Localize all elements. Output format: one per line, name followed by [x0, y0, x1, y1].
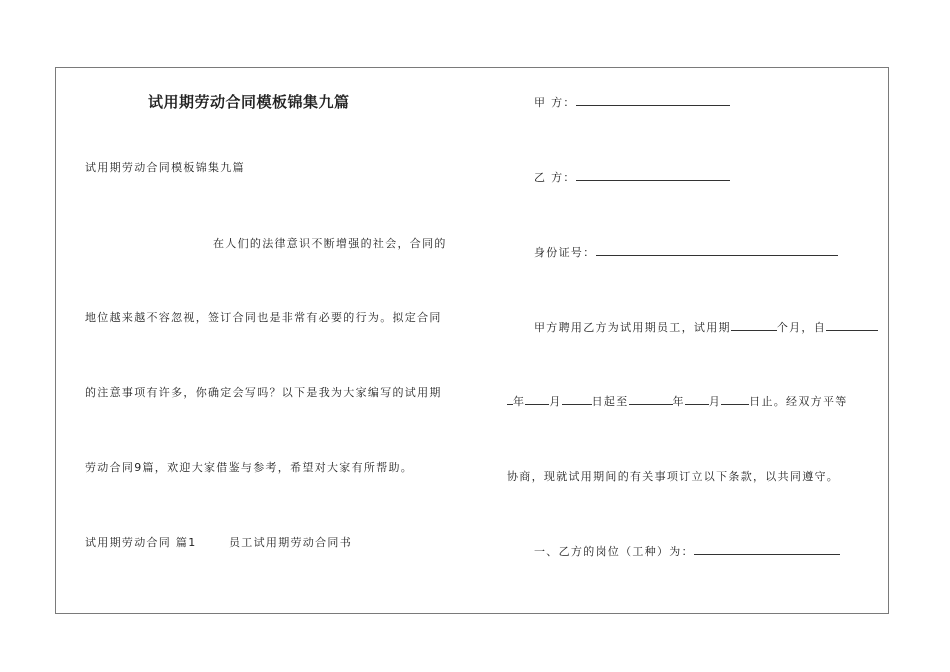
- end-year-blank: [629, 393, 673, 405]
- position-label: 一、乙方的岗位（工种）为：: [534, 545, 694, 558]
- year-label-2: 年: [672, 395, 685, 408]
- section-heading: 试用期劳动合同 篇1: [85, 536, 197, 549]
- id-number-label: 身份证号：: [534, 246, 596, 259]
- page-frame: [55, 67, 889, 614]
- months-blank: [731, 319, 777, 331]
- clause-1-text-a: 甲方聘用乙方为试用期员工，试用期: [534, 321, 731, 334]
- clause-1-line-3: 协商，现就试用期间的有关事项订立以下条款，以共同遵守。: [507, 470, 840, 483]
- id-number-field: [534, 244, 838, 260]
- position-blank: [694, 543, 840, 555]
- year-label-1: 年: [513, 395, 526, 408]
- id-number-blank: [596, 244, 838, 256]
- document-subtitle: 试用期劳动合同模板锦集九篇: [85, 161, 245, 174]
- clause-1-line-2: [507, 393, 848, 409]
- party-b-field: [534, 169, 730, 185]
- party-a-blank: [576, 94, 730, 106]
- start-year-blank: [826, 319, 878, 331]
- month-label-2: 月: [708, 395, 722, 408]
- party-a-field: [534, 94, 730, 110]
- intro-line-1: 在人们的法律意识不断增强的社会，合同的: [213, 237, 447, 250]
- document-title: 试用期劳动合同模板锦集九篇: [148, 93, 350, 111]
- clause-1-line-1: [534, 319, 878, 335]
- day-to-label: 日起至: [591, 395, 629, 408]
- section-subheading: 员工试用期劳动合同书: [229, 536, 352, 549]
- start-day-blank: [562, 393, 592, 405]
- intro-line-3: 的注意事项有许多，你确定会写吗？以下是我为大家编写的试用期: [85, 386, 442, 399]
- position-field: [534, 543, 840, 559]
- clause-1-text-b: 个月，自: [776, 321, 827, 334]
- clause-1-tail: 日止。经双方平等: [749, 395, 848, 408]
- party-a-label: 甲 方：: [534, 96, 576, 109]
- end-day-blank: [721, 393, 749, 405]
- end-month-blank: [685, 393, 709, 405]
- intro-line-4: 劳动合同9篇，欢迎大家借鉴与参考，希望对大家有所帮助。: [85, 461, 414, 474]
- party-b-label: 乙 方：: [534, 171, 576, 184]
- intro-line-2: 地位越来越不容忽视，签订合同也是非常有必要的行为。拟定合同: [85, 311, 442, 324]
- start-month-blank: [525, 393, 549, 405]
- month-label-1: 月: [549, 395, 562, 408]
- party-b-blank: [576, 169, 730, 181]
